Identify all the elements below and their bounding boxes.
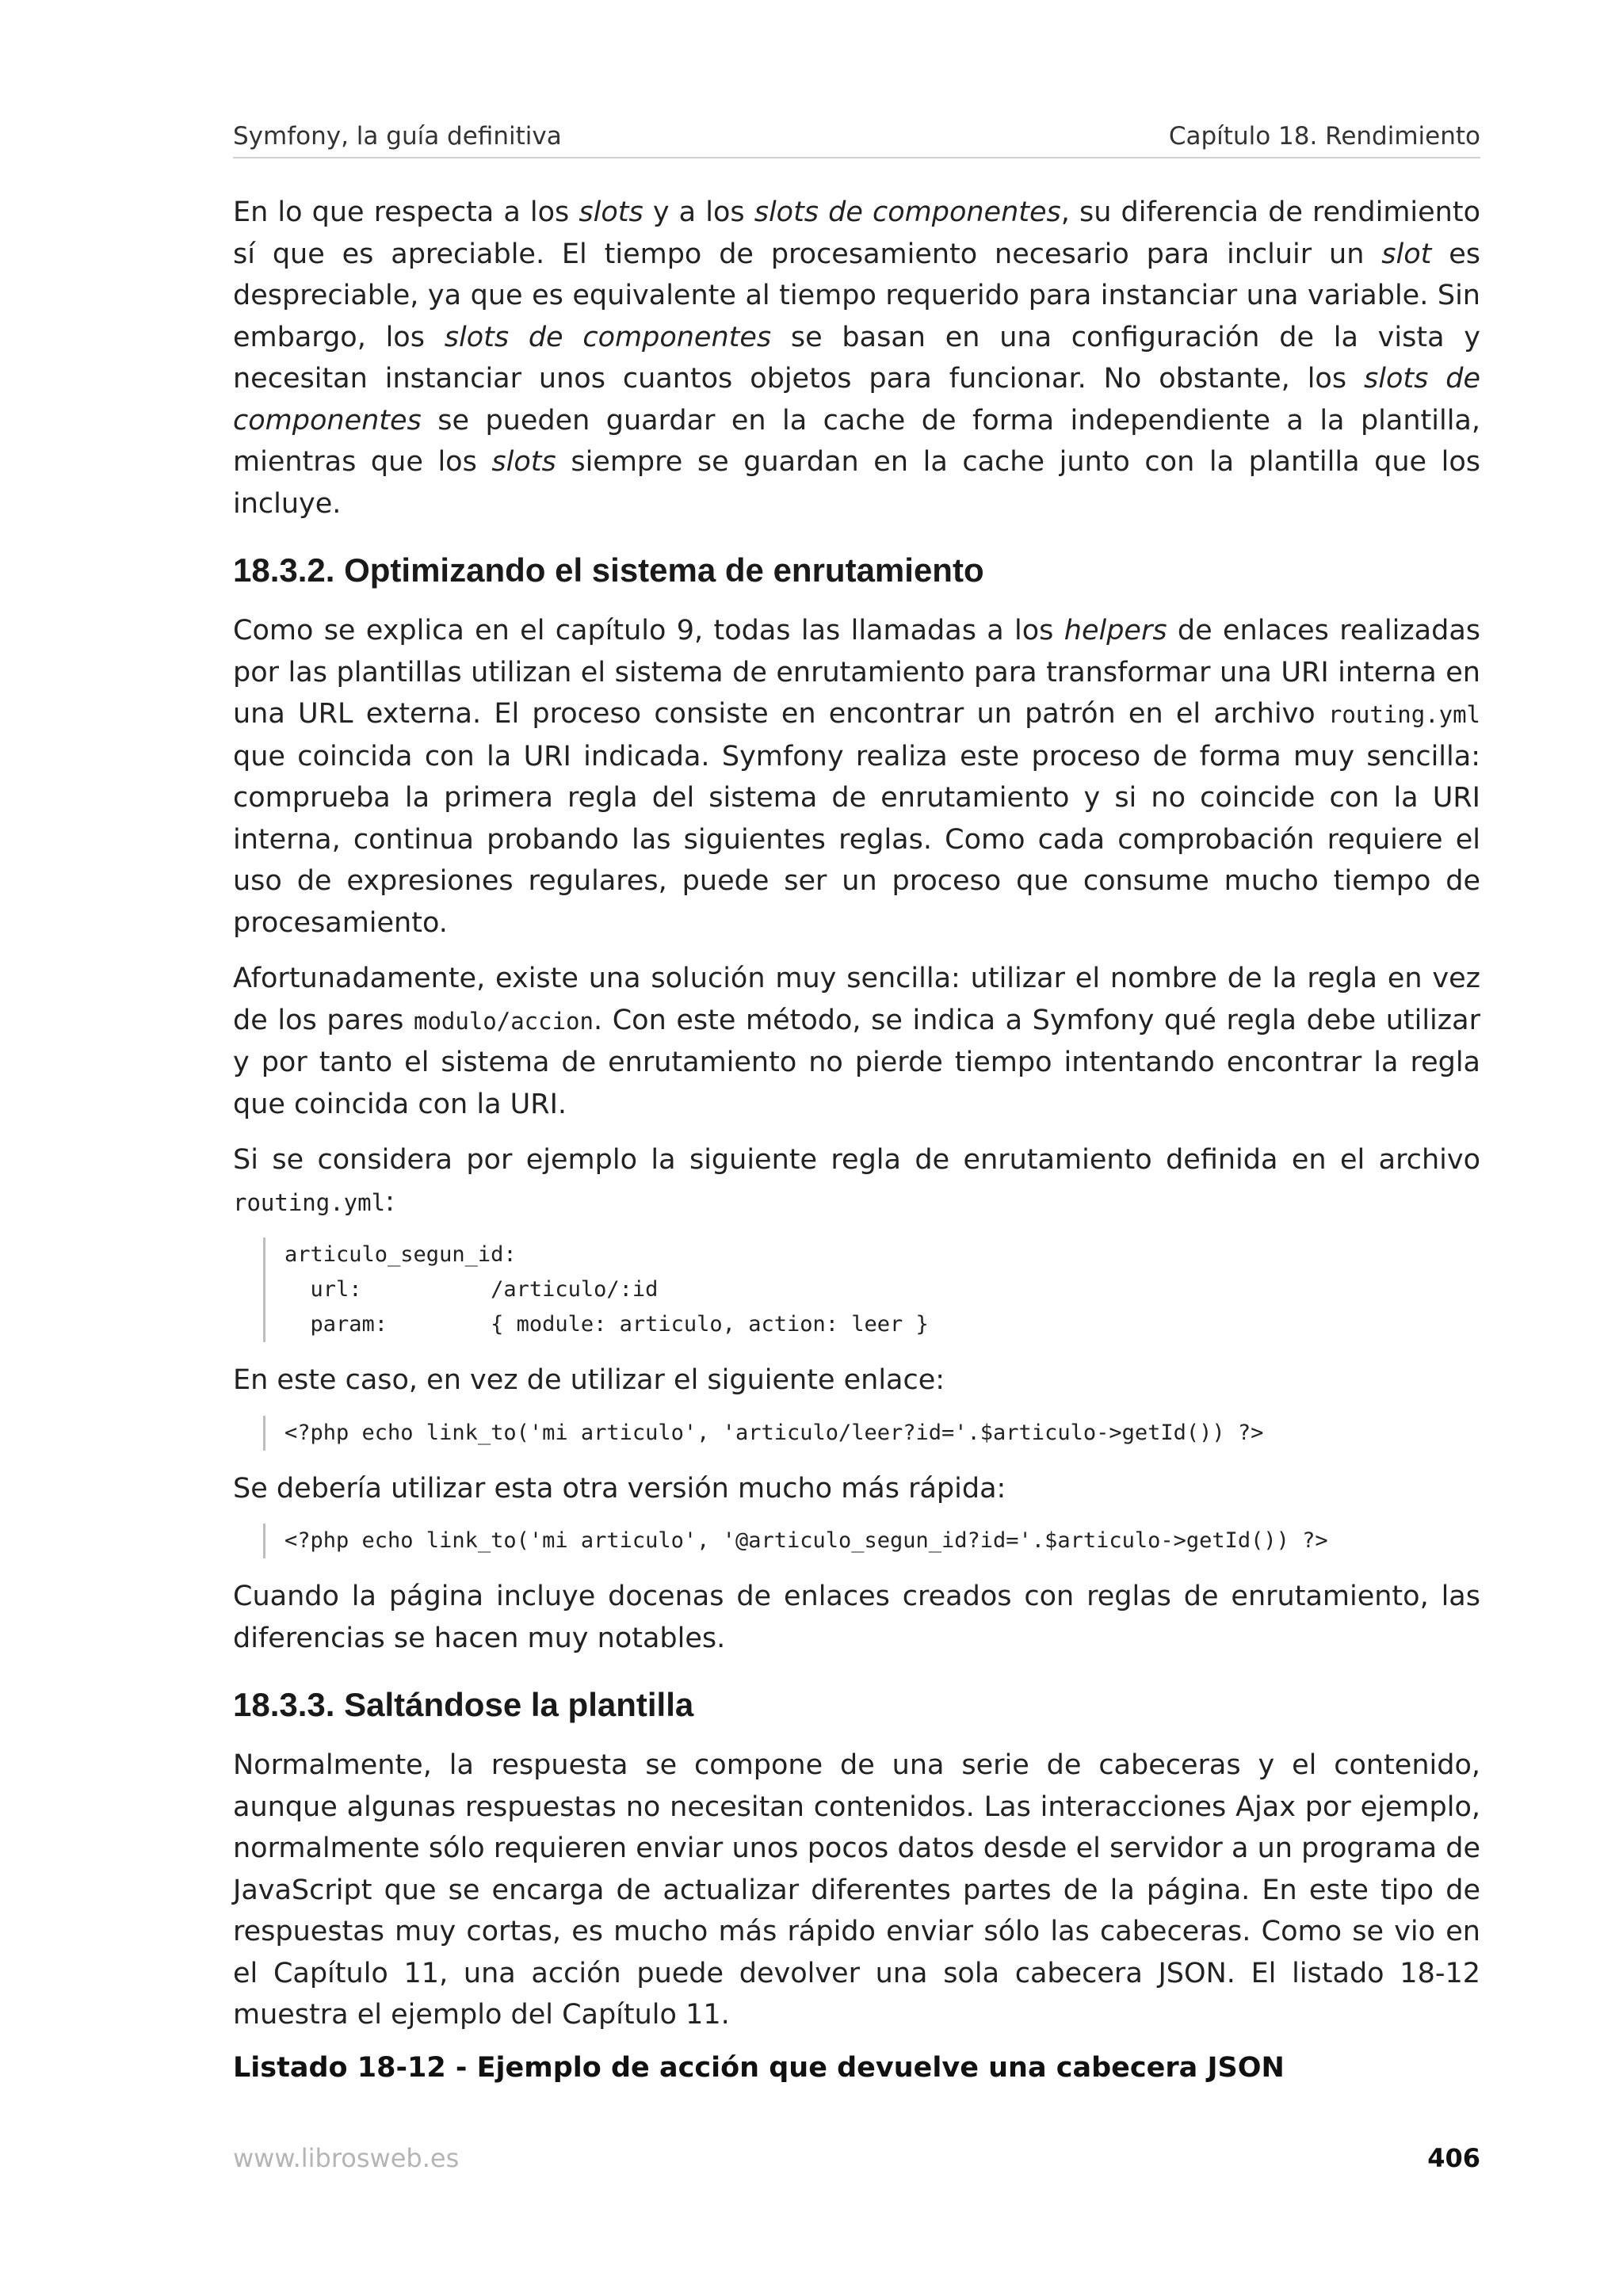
code-block-routing-rule: articulo_segun_id: url: /articulo/:id param: { module: articulo, action: leer } (263, 1238, 1480, 1342)
paragraph-headers-only: Normalmente, la respuesta se compone de una serie de cabeceras y el contenido, aunque algunas respuestas no necesitan contenidos. Las interacciones Ajax por ejemplo, normalmente sólo requieren enviar unos pocos datos desde el servidor a un programa de JavaScript que se encarga de actualizar diferentes partes de la página. En este tipo de respuestas muy cortas, es mucho más rápido enviar sólo las cabeceras. Como se vio en el Capítulo 11, una acción puede devolver una sola cabecera JSON. El listado 18-12 muestra el ejemplo del Capítulo 11. (233, 1749, 1480, 2031)
inline-code-routing-yml-2: routing.yml (233, 1188, 386, 1216)
chapter-title: Capítulo 18. Rendimiento (1168, 122, 1480, 151)
section-heading-routing: 18.3.2. Optimizando el sistema de enrutamiento (233, 551, 984, 589)
paragraph-slots: En lo que respecta a los slots y a los slots de componentes, su diferencia de rendimiento sí que es apreciable. El tiempo de procesamiento necesario para incluir un slot es despreciable, ya que es equivalente al tiempo requerido para instanciar una variable. Sin embargo, los slots de componentes se basan en una configuración de la vista y necesitan instanciar unos cuantos objetos para funcionar. No obstante, los slots de componentes se pueden guardar en la cache de forma independiente a la plantilla, mientras que los slots siempre se guardan en la cache junto con la plantilla que los incluye. (233, 196, 1480, 520)
page-header (233, 116, 1480, 158)
code-block-slow-link: <?php echo link_to('mi articulo', 'articulo/leer?id='.$articulo->getId()) ?> (263, 1416, 1480, 1451)
inline-code-modulo-accion: modulo/accion (414, 1007, 594, 1035)
page-footer (233, 2143, 1480, 2183)
paragraph-faster-version: Se debería utilizar esta otra versión mucho más rápida: (233, 1472, 1006, 1505)
paragraph-routing-intro: Como se explica en el capítulo 9, todas las llamadas a los helpers de enlaces realizadas por las plantillas utilizan el sistema de enrutamiento para transformar una URI interna en una URL externa. El proceso consiste en encontrar un patrón en el archivo routing.yml que coincida con la URI indicada. Symfony realiza este proceso de forma muy sencilla: comprueba la primera regla del sistema de enrutamiento y si no coincide con la URI interna, continua probando las siguientes reglas. Como cada comprobación requiere el uso de expresiones regulares, puede ser un proceso que consume mucho tiempo de procesamiento. (233, 615, 1481, 939)
code-block-fast-link: <?php echo link_to('mi articulo', '@articulo_segun_id?id='.$articulo->getId()) ?> (263, 1524, 1480, 1558)
page-content (233, 192, 1480, 2084)
inline-code-routing-yml: routing.yml (1327, 701, 1480, 728)
section-heading-skip-template: 18.3.3. Saltándose la plantilla (233, 1686, 694, 1723)
paragraph-instead-of: En este caso, en vez de utilizar el siguiente enlace: (233, 1364, 945, 1396)
paragraph-routing-example: Si se considera por ejemplo la siguiente regla de enrutamiento definida en el archivo routing.yml: (233, 1144, 1480, 1218)
paragraph-routing-solution: Afortunadamente, existe una solución muy sencilla: utilizar el nombre de la regla en vez de los pares modulo/accion. Con este método, se indica a Symfony qué regla debe utilizar y por tanto el sistema de enrutamiento no pierde tiempo intentando encontrar la regla que coincida con la URI. (233, 963, 1480, 1120)
listing-caption: Listado 18-12 - Ejemplo de acción que devuelve una cabecera JSON (233, 2051, 1285, 2084)
page-number: 406 (1427, 2143, 1480, 2173)
book-title: Symfony, la guía definitiva (233, 122, 562, 151)
site-link[interactable]: www.librosweb.es (233, 2143, 460, 2173)
paragraph-differences: Cuando la página incluye docenas de enlaces creados con reglas de enrutamiento, las diferencias se hacen muy notables. (233, 1581, 1480, 1654)
